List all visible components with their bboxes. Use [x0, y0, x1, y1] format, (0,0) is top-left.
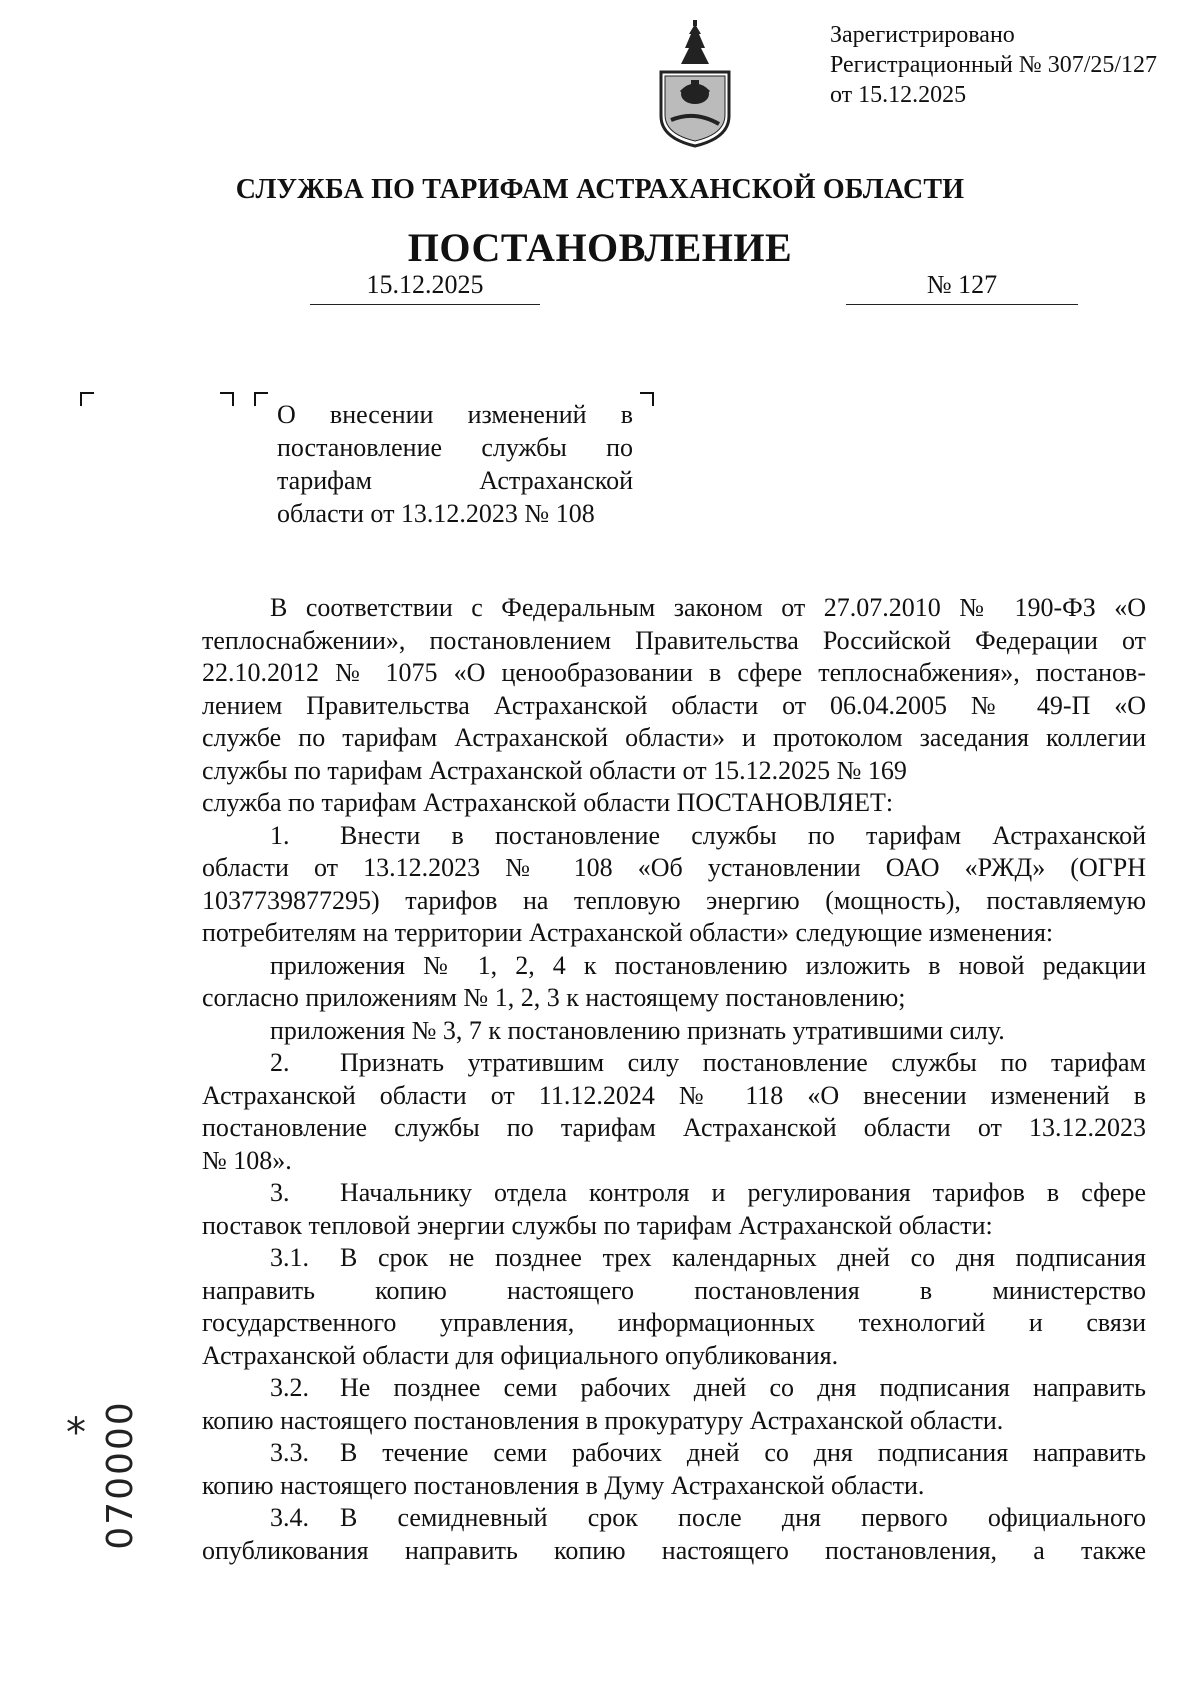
body-line: [202, 1437, 1146, 1470]
body-line: Астраханской области от 11.12.2024 № 118 «О внесении изменений в: [202, 1080, 1146, 1110]
paragraph-number: 3.3.: [270, 1438, 309, 1467]
document-title: ПОСТАНОВЛЕНИЕ: [407, 225, 793, 270]
body-line: копию настоящего постановления в Думу Астраханской области.: [202, 1470, 925, 1500]
body-line: лением Правительства Астраханской области от 06.04.2005 № 49-П «О: [202, 690, 1146, 720]
body-line-text: Начальнику отдела контроля и регулирования тарифов в сфере: [340, 1178, 1146, 1207]
margin-code: 070000: [100, 1400, 141, 1550]
paragraph-number: 3.4.: [270, 1503, 309, 1532]
body-line: приложения № 3, 7 к постановлению признать утратившими силу.: [270, 1015, 1005, 1045]
body-line: [202, 1502, 1146, 1535]
body-line: службы по тарифам Астраханской области от 15.12.2025 № 169: [202, 755, 907, 785]
body-line-text: Внести в постановление службы по тарифам Астраханской: [340, 820, 1146, 850]
body-line: приложения № 1, 2, 4 к постановлению изложить в новой редакции: [270, 950, 1146, 980]
body-line: [202, 1047, 1146, 1080]
body-line: направить копию настоящего постановления в министерство: [202, 1275, 1146, 1305]
paragraph-number: 3.: [270, 1178, 290, 1207]
body-line: потребителям на территории Астраханской области» следующие изменения:: [202, 918, 1054, 947]
body-line-text: Признать утратившим силу постановление службы по тарифам: [340, 1048, 1146, 1077]
registration-label: Зарегистрировано: [830, 22, 1015, 48]
agency-name: СЛУЖБА ПО ТАРИФАМ АСТРАХАНСКОЙ ОБЛАСТИ: [235, 174, 965, 205]
subject-line: тарифам Астраханской: [277, 466, 633, 495]
body-line-text: В семидневный срок после дня первого официального: [340, 1503, 1146, 1532]
bracket-corner-top-right: [640, 392, 654, 406]
body-line: теплоснабжении», постановлением Правительства Российской Федерации от: [202, 625, 1146, 655]
margin-star: *: [66, 1410, 86, 1456]
registration-date: от 15.12.2025: [830, 82, 967, 108]
body-line-text: В срок не позднее трех календарных дней со дня подписания: [340, 1243, 1146, 1272]
body-line: [202, 1242, 1146, 1275]
bracket-corner-top-right: [220, 392, 234, 406]
registration-stamp: [830, 20, 1157, 110]
subject-line: О внесении изменений в: [277, 400, 633, 429]
body-line: опубликования направить копию настоящего постановления, а также: [202, 1535, 1146, 1565]
body-line: [202, 1372, 1146, 1405]
body-line: согласно приложениям № 1, 2, 3 к настоящему постановлению;: [202, 983, 906, 1012]
body-line-text: В течение семи рабочих дней со дня подписания направить: [340, 1438, 1146, 1467]
bracket-corner-top-left: [80, 392, 94, 406]
subject-block: [277, 398, 633, 530]
subject-line: области от 13.12.2023 № 108: [277, 499, 595, 528]
body-line: поставок тепловой энергии службы по тарифам Астраханской области:: [202, 1210, 993, 1240]
bracket-corner-top-left: [254, 392, 268, 406]
body-line: службе по тарифам Астраханской области» и протоколом заседания коллегии: [202, 723, 1146, 752]
body-line: [202, 1177, 1146, 1210]
body-line: постановление службы по тарифам Астраханской области от 13.12.2023: [202, 1113, 1146, 1142]
body-line: копию настоящего постановления в прокуратуру Астраханской области.: [202, 1405, 1004, 1435]
coat-of-arms-icon: [655, 20, 735, 148]
subject-line: постановление службы по: [277, 433, 633, 462]
paragraph-number: 2.: [270, 1048, 290, 1077]
body-line: Астраханской области для официального опубликования.: [202, 1340, 839, 1370]
body-line: 22.10.2012 № 1075 «О ценообразовании в сфере теплоснабжения», постанов-: [202, 658, 1146, 687]
body-line: [202, 820, 1146, 853]
body-line: служба по тарифам Астраханской области ПОСТАНОВЛЯЕТ:: [202, 788, 894, 817]
paragraph-number: 3.1.: [270, 1243, 309, 1272]
body-line: государственного управления, информационных технологий и связи: [202, 1308, 1146, 1337]
body-line: № 108».: [202, 1145, 292, 1175]
body-line-text: Не позднее семи рабочих дней со дня подписания направить: [340, 1373, 1146, 1402]
body-line: В соответствии с Федеральным законом от 27.07.2010 № 190-ФЗ «О: [270, 593, 1146, 622]
paragraph-number: 1.: [270, 820, 290, 850]
body-line: 1037739877295) тарифов на тепловую энергию (мощность), поставляемую: [202, 885, 1146, 915]
body-line: области от 13.12.2023 № 108 «Об установлении ОАО «РЖД» (ОГРН: [202, 853, 1146, 882]
registration-number: Регистрационный № 307/25/127: [830, 52, 1158, 78]
document-body: [202, 592, 1146, 1567]
paragraph-number: 3.2.: [270, 1373, 309, 1402]
document-number: № 127: [846, 270, 1078, 305]
document-date: 15.12.2025: [310, 270, 540, 305]
